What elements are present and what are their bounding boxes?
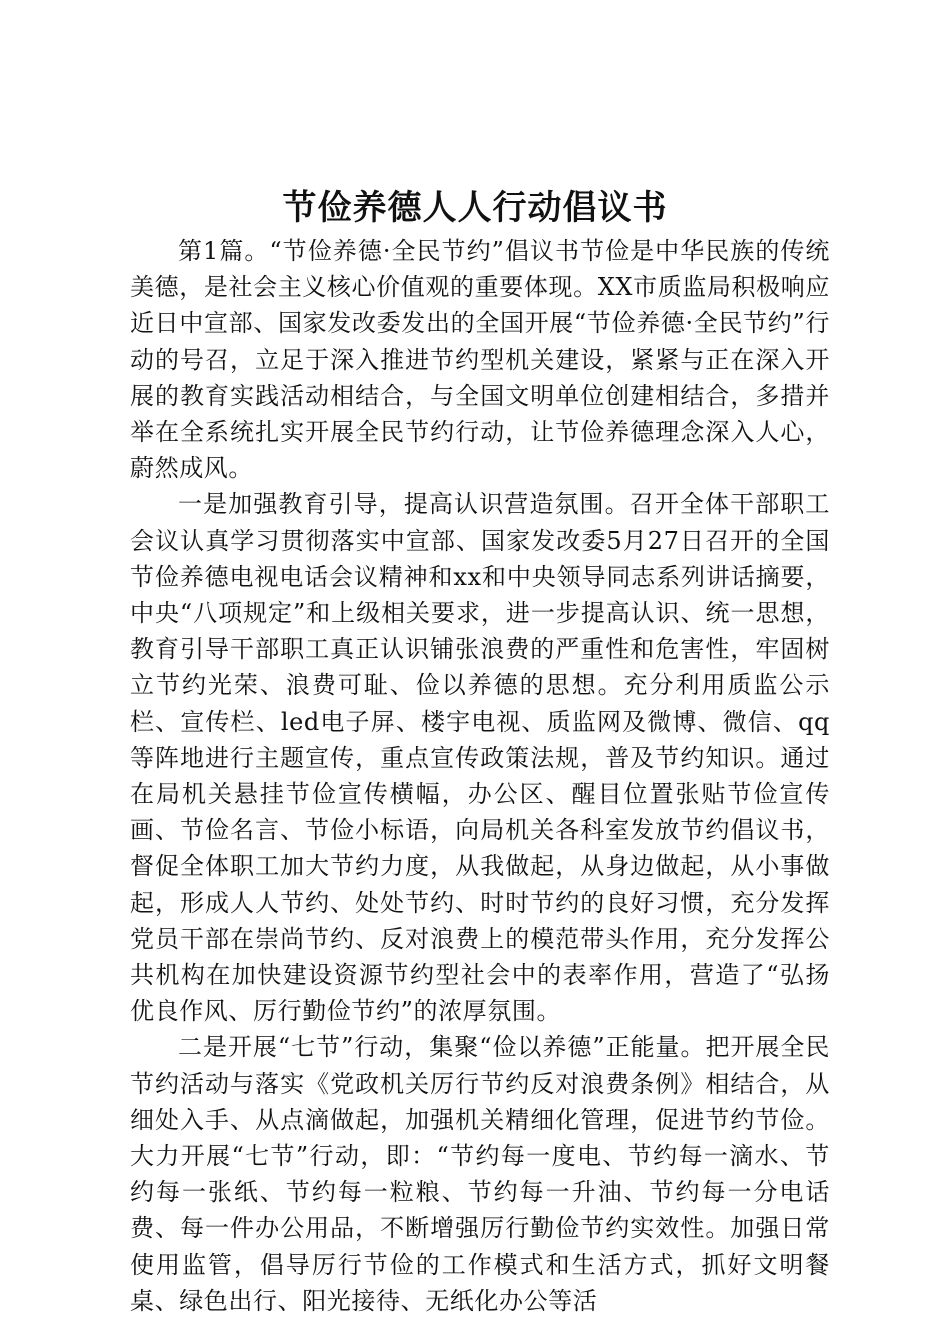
paragraph-1: 第1篇。“节俭养德·全民节约”倡议书节俭是中华民族的传统美德，是社会主义核心价值观的重要体现。XX市质监局积极响应近日中宣部、国家发改委发出的全国开展“节俭养德·全民节约”行动的号召，立足于深入推进节约型机关建设，紧紧与正在深入开展的教育实践活动相结合，与全国文明单位创建相结合，多措并举在全系统扎实开展全民节约行动，让节俭养德理念深入人心，蔚然成风。 [130,237,830,483]
paragraph-2: 一是加强教育引导，提高认识营造氛围。召开全体干部职工会议认真学习贯彻落实中宣部、国家发改委5月27日召开的全国节俭养德电视电话会议精神和xx和中央领导同志系列讲话摘要，中央“八项规定”和上级相关要求，进一步提高认识、统一思想，教育引导干部职工真正认识铺张浪费的严重性和危害性，牢固树立节约光荣、浪费可耻、俭以养德的思想。充分利用质监公示栏、宣传栏、led电子屏、楼宇电视、质监网及微博、微信、qq等阵地进行主题宣传，重点宣传政策法规，普及节约知识。通过在局机关悬挂节俭宣传横幅，办公区、醒目位置张贴节俭宣传画、节俭名言、节俭小标语，向局机关各科室发放节约倡议书，督促全体职工加大节约力度，从我做起，从身边做起，从小事做起，形成人人节约、处处节约、时时节约的良好习惯，充分发挥党员干部在崇尚节约、反对浪费上的模范带头作用，充分发挥公共机构在加快建设资源节约型社会中的表率作用，营造了“弘扬优良作风、厉行勤俭节约”的浓厚氛围。 [130,490,830,1026]
paragraph-3: 二是开展“七节”行动，集聚“俭以养德”正能量。把开展全民节约活动与落实《党政机关厉行节约反对浪费条例》相结合，从细处入手、从点滴做起，加强机关精细化管理，促进节约节俭。大力开展“七节”行动，即：“节约每一度电、节约每一滴水、节约每一张纸、节约每一粒粮、节约每一升油、节约每一分电话费、每一件办公用品，不断增强厉行勤俭节约实效性。加强日常使用监管，倡导厉行节俭的工作模式和生活方式，抓好文明餐桌、绿色出行、阳光接待、无纸化办公等活 [130,1033,830,1315]
document-title: 节俭养德人人行动倡议书 [282,188,668,228]
document-body [130,233,830,1319]
